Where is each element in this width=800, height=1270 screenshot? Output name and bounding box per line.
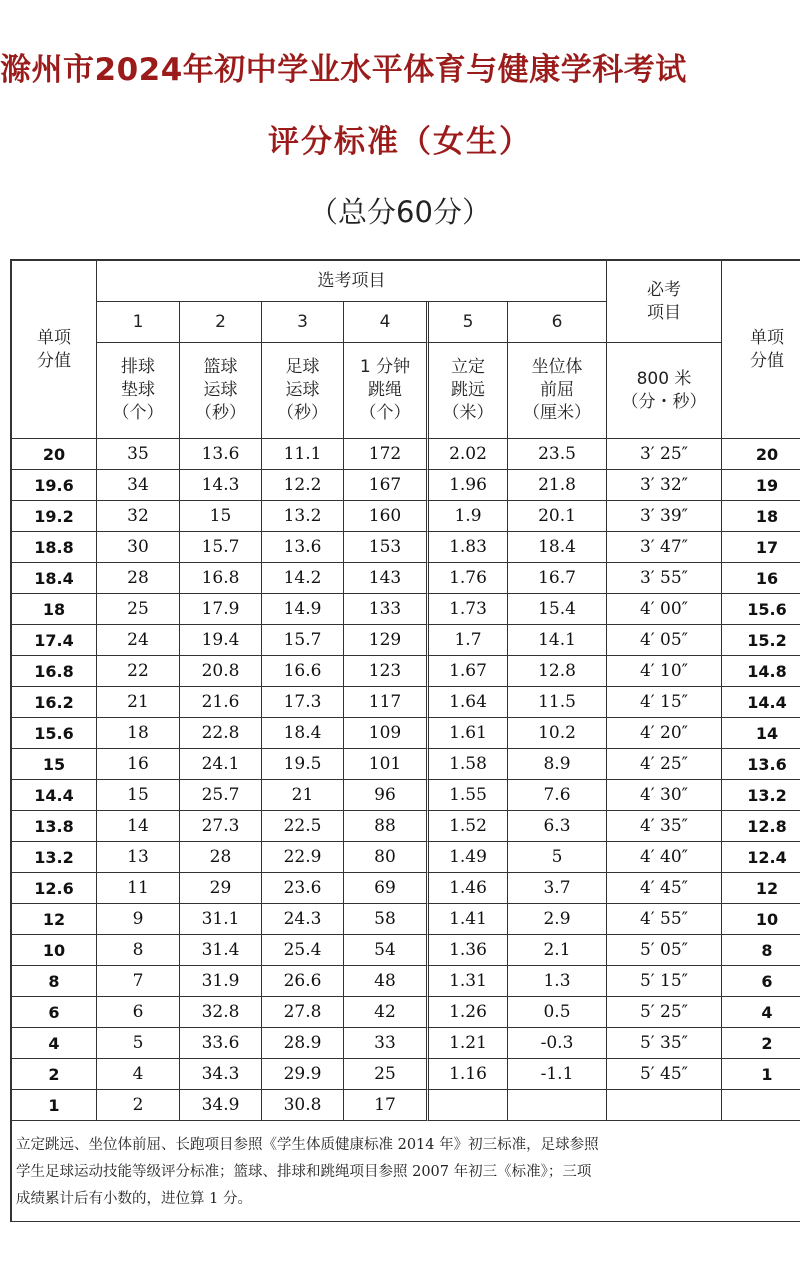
football-cell: 21 [262,780,344,811]
sit-and-reach-cell: 15.4 [508,594,607,625]
table-row [12,1059,800,1090]
football-cell: 29.9 [262,1059,344,1090]
sit-and-reach-cell: 16.7 [508,563,607,594]
volleyball-cell: 6 [97,997,180,1028]
run-800m-cell [607,1090,722,1121]
rope-skipping-cell: 33 [344,1028,429,1059]
right-score-cell: 2 [722,1028,800,1059]
volleyball-cell: 22 [97,656,180,687]
sit-and-reach-cell: 1.3 [508,966,607,997]
item-number-6: 6 [508,302,607,343]
rope-skipping-cell: 101 [344,749,429,780]
basketball-cell: 34.3 [180,1059,262,1090]
rope-skipping-cell: 123 [344,656,429,687]
required-header-label: 必考 项目 [647,279,681,323]
football-cell: 24.3 [262,904,344,935]
volleyball-cell: 7 [97,966,180,997]
item-volleyball: 排球 垫球 （个） [97,343,180,439]
right-score-cell: 6 [722,966,800,997]
football-cell: 12.2 [262,470,344,501]
document-subtitle: 评分标准（女生） [268,124,532,160]
basketball-cell: 31.1 [180,904,262,935]
left-score-cell: 16.2 [12,687,97,718]
volleyball-cell: 4 [97,1059,180,1090]
run-800m-cell: 3′ 39″ [607,501,722,532]
run-800m-cell: 5′ 05″ [607,935,722,966]
standing-jump-cell: 1.9 [429,501,508,532]
table-note [12,1122,800,1222]
basketball-cell: 31.4 [180,935,262,966]
right-score-cell [722,1090,800,1121]
standing-jump-cell: 1.31 [429,966,508,997]
right-score-cell: 13.2 [722,780,800,811]
left-score-cell: 17.4 [12,625,97,656]
right-score-header-label: 单项 分值 [750,327,784,371]
run-800m-cell: 4′ 40″ [607,842,722,873]
left-score-cell: 10 [12,935,97,966]
table-row [12,532,800,563]
rope-skipping-cell: 42 [344,997,429,1028]
run-800m-cell: 4′ 05″ [607,625,722,656]
sit-and-reach-cell: 8.9 [508,749,607,780]
item-number-2: 2 [180,302,262,343]
basketball-cell: 13.6 [180,439,262,470]
standing-jump-cell: 1.61 [429,718,508,749]
sit-and-reach-cell: 2.9 [508,904,607,935]
basketball-cell: 15 [180,501,262,532]
rope-skipping-cell: 129 [344,625,429,656]
item-sit-and-reach: 坐位体 前屈 （厘米） [508,343,607,439]
left-score-cell: 1 [12,1090,97,1121]
table-row [12,811,800,842]
right-score-cell: 8 [722,935,800,966]
table-row [12,625,800,656]
table-row [12,1028,800,1059]
football-cell: 30.8 [262,1090,344,1121]
volleyball-cell: 30 [97,532,180,563]
standing-jump-cell: 1.46 [429,873,508,904]
right-score-cell: 16 [722,563,800,594]
run-800m-cell: 5′ 35″ [607,1028,722,1059]
run-800m-cell: 4′ 00″ [607,594,722,625]
rope-skipping-cell: 96 [344,780,429,811]
basketball-cell: 19.4 [180,625,262,656]
right-score-cell: 4 [722,997,800,1028]
sit-and-reach-cell: 5 [508,842,607,873]
item-number-4: 4 [344,302,429,343]
run-800m-cell: 5′ 25″ [607,997,722,1028]
sit-and-reach-cell: 0.5 [508,997,607,1028]
left-score-cell: 13.8 [12,811,97,842]
right-score-cell: 18 [722,501,800,532]
left-score-cell: 18.4 [12,563,97,594]
note-line: 学生足球运动技能等级评分标准；篮球、排球和跳绳项目参照 2007 年初三《标准》；三项 [16,1163,592,1180]
volleyball-cell: 34 [97,470,180,501]
total-score-label: （总分60分） [309,195,491,229]
table-row [12,501,800,532]
basketball-cell: 24.1 [180,749,262,780]
run-800m-cell: 5′ 45″ [607,1059,722,1090]
run-800m-cell: 3′ 32″ [607,470,722,501]
volleyball-cell: 9 [97,904,180,935]
run-800m-cell: 4′ 45″ [607,873,722,904]
sit-and-reach-cell: 20.1 [508,501,607,532]
table-row [12,780,800,811]
note-line: 成绩累计后有小数的，进位算 1 分。 [16,1190,252,1207]
table-row [12,594,800,625]
sit-and-reach-cell: 11.5 [508,687,607,718]
football-cell: 13.6 [262,532,344,563]
rope-skipping-cell: 133 [344,594,429,625]
football-cell: 14.2 [262,563,344,594]
left-score-cell: 15.6 [12,718,97,749]
right-score-cell: 20 [722,439,800,470]
volleyball-cell: 16 [97,749,180,780]
sit-and-reach-cell: 21.8 [508,470,607,501]
basketball-cell: 27.3 [180,811,262,842]
football-cell: 17.3 [262,687,344,718]
left-score-cell: 15 [12,749,97,780]
standing-jump-cell: 1.55 [429,780,508,811]
sit-and-reach-cell [508,1090,607,1121]
table-row [12,1090,800,1121]
volleyball-cell: 35 [97,439,180,470]
right-score-cell: 14 [722,718,800,749]
left-score-cell: 18 [12,594,97,625]
sit-and-reach-cell: 23.5 [508,439,607,470]
basketball-cell: 21.6 [180,687,262,718]
basketball-cell: 33.6 [180,1028,262,1059]
standing-jump-cell: 1.16 [429,1059,508,1090]
standing-jump-cell: 1.21 [429,1028,508,1059]
right-score-cell: 10 [722,904,800,935]
football-cell: 16.6 [262,656,344,687]
table-row [12,749,800,780]
basketball-cell: 31.9 [180,966,262,997]
table-row [12,935,800,966]
run-800m-cell: 5′ 15″ [607,966,722,997]
standing-jump-cell: 2.02 [429,439,508,470]
table-row [12,656,800,687]
table-row [12,842,800,873]
table-header [12,261,800,439]
item-rope-skipping: 1 分钟 跳绳 （个） [344,343,429,439]
football-cell: 11.1 [262,439,344,470]
rope-skipping-cell: 69 [344,873,429,904]
football-cell: 22.9 [262,842,344,873]
rope-skipping-cell: 109 [344,718,429,749]
volleyball-cell: 25 [97,594,180,625]
left-score-cell: 19.2 [12,501,97,532]
run-800m-cell: 4′ 55″ [607,904,722,935]
rope-skipping-cell: 80 [344,842,429,873]
right-score-cell: 12 [722,873,800,904]
item-basketball: 篮球 运球 （秒） [180,343,262,439]
volleyball-cell: 13 [97,842,180,873]
volleyball-cell: 21 [97,687,180,718]
item-number-5: 5 [429,302,508,343]
rope-skipping-cell: 160 [344,501,429,532]
table-row [12,966,800,997]
sit-and-reach-cell: 10.2 [508,718,607,749]
rope-skipping-cell: 17 [344,1090,429,1121]
left-score-cell: 4 [12,1028,97,1059]
basketball-cell: 25.7 [180,780,262,811]
standing-jump-cell: 1.83 [429,532,508,563]
right-score-cell: 14.8 [722,656,800,687]
table-row [12,439,800,470]
football-cell: 28.9 [262,1028,344,1059]
note-line: 立定跳远、坐位体前屈、长跑项目参照《学生体质健康标准 2014 年》初三标准，足球参照 [16,1137,599,1153]
basketball-cell: 20.8 [180,656,262,687]
right-score-cell: 15.6 [722,594,800,625]
elective-header-label: 选考项目 [317,270,386,291]
rope-skipping-cell: 25 [344,1059,429,1090]
left-score-cell: 18.8 [12,532,97,563]
run-800m-cell: 4′ 35″ [607,811,722,842]
rope-skipping-cell: 172 [344,439,429,470]
left-score-cell: 20 [12,439,97,470]
item-standing-jump: 立定 跳远 （米） [429,343,508,439]
rope-skipping-cell: 153 [344,532,429,563]
sit-and-reach-cell: 2.1 [508,935,607,966]
sit-and-reach-cell: 12.8 [508,656,607,687]
left-score-cell: 13.2 [12,842,97,873]
left-score-cell: 19.6 [12,470,97,501]
right-score-cell: 12.4 [722,842,800,873]
standing-jump-cell: 1.58 [429,749,508,780]
table-row [12,470,800,501]
football-cell: 18.4 [262,718,344,749]
right-score-cell: 19 [722,470,800,501]
volleyball-cell: 8 [97,935,180,966]
rope-skipping-cell: 88 [344,811,429,842]
item-football: 足球 运球 （秒） [262,343,344,439]
standing-jump-cell: 1.7 [429,625,508,656]
left-score-header [12,261,97,439]
rope-skipping-cell: 48 [344,966,429,997]
right-score-cell: 17 [722,532,800,563]
run-800m-cell: 4′ 10″ [607,656,722,687]
standing-jump-cell: 1.67 [429,656,508,687]
run-800m-cell: 4′ 15″ [607,687,722,718]
football-cell: 23.6 [262,873,344,904]
volleyball-cell: 5 [97,1028,180,1059]
left-score-cell: 12 [12,904,97,935]
volleyball-cell: 15 [97,780,180,811]
right-score-cell: 14.4 [722,687,800,718]
standing-jump-cell: 1.64 [429,687,508,718]
left-score-cell: 2 [12,1059,97,1090]
football-cell: 25.4 [262,935,344,966]
standing-jump-cell: 1.36 [429,935,508,966]
basketball-cell: 17.9 [180,594,262,625]
basketball-cell: 16.8 [180,563,262,594]
table-row [12,997,800,1028]
basketball-cell: 14.3 [180,470,262,501]
left-score-cell: 16.8 [12,656,97,687]
left-score-cell: 6 [12,997,97,1028]
basketball-cell: 28 [180,842,262,873]
sit-and-reach-cell: 14.1 [508,625,607,656]
sit-and-reach-cell: -0.3 [508,1028,607,1059]
rope-skipping-cell: 54 [344,935,429,966]
standing-jump-cell: 1.26 [429,997,508,1028]
run-800m-cell: 4′ 25″ [607,749,722,780]
rope-skipping-cell: 143 [344,563,429,594]
left-score-cell: 12.6 [12,873,97,904]
football-cell: 13.2 [262,501,344,532]
run-800m-cell: 3′ 55″ [607,563,722,594]
document-title: 滁州市2024年初中学业水平体育与健康学科考试 [0,52,687,88]
item-800m: 800 米 （分・秒） [607,343,722,439]
right-score-cell: 12.8 [722,811,800,842]
basketball-cell: 34.9 [180,1090,262,1121]
run-800m-cell: 3′ 47″ [607,532,722,563]
football-cell: 26.6 [262,966,344,997]
sit-and-reach-cell: 18.4 [508,532,607,563]
rope-skipping-cell: 117 [344,687,429,718]
item-number-1: 1 [97,302,180,343]
rope-skipping-cell: 58 [344,904,429,935]
volleyball-cell: 18 [97,718,180,749]
football-cell: 27.8 [262,997,344,1028]
standing-jump-cell: 1.49 [429,842,508,873]
volleyball-cell: 2 [97,1090,180,1121]
volleyball-cell: 24 [97,625,180,656]
right-score-cell: 13.6 [722,749,800,780]
run-800m-cell: 4′ 30″ [607,780,722,811]
table-row [12,873,800,904]
standing-jump-cell: 1.96 [429,470,508,501]
volleyball-cell: 14 [97,811,180,842]
required-header [607,261,722,343]
football-cell: 19.5 [262,749,344,780]
sit-and-reach-cell: -1.1 [508,1059,607,1090]
volleyball-cell: 11 [97,873,180,904]
standing-jump-cell: 1.52 [429,811,508,842]
table-row [12,563,800,594]
standing-jump-cell: 1.76 [429,563,508,594]
football-cell: 22.5 [262,811,344,842]
standing-jump-cell: 1.73 [429,594,508,625]
basketball-cell: 32.8 [180,997,262,1028]
left-score-header-label: 单项 分值 [37,327,71,371]
rope-skipping-cell: 167 [344,470,429,501]
standing-jump-cell: 1.41 [429,904,508,935]
basketball-cell: 22.8 [180,718,262,749]
table-row [12,904,800,935]
football-cell: 15.7 [262,625,344,656]
sit-and-reach-cell: 6.3 [508,811,607,842]
elective-header [97,261,607,302]
run-800m-cell: 3′ 25″ [607,439,722,470]
right-score-cell: 15.2 [722,625,800,656]
basketball-cell: 15.7 [180,532,262,563]
right-score-header [722,261,800,439]
table-row [12,687,800,718]
left-score-cell: 14.4 [12,780,97,811]
item-number-3: 3 [262,302,344,343]
table-row [12,718,800,749]
football-cell: 14.9 [262,594,344,625]
volleyball-cell: 32 [97,501,180,532]
standing-jump-cell [429,1090,508,1121]
volleyball-cell: 28 [97,563,180,594]
right-score-cell: 1 [722,1059,800,1090]
run-800m-cell: 4′ 20″ [607,718,722,749]
left-score-cell: 8 [12,966,97,997]
sit-and-reach-cell: 3.7 [508,873,607,904]
basketball-cell: 29 [180,873,262,904]
sit-and-reach-cell: 7.6 [508,780,607,811]
scoring-table [10,259,800,1222]
